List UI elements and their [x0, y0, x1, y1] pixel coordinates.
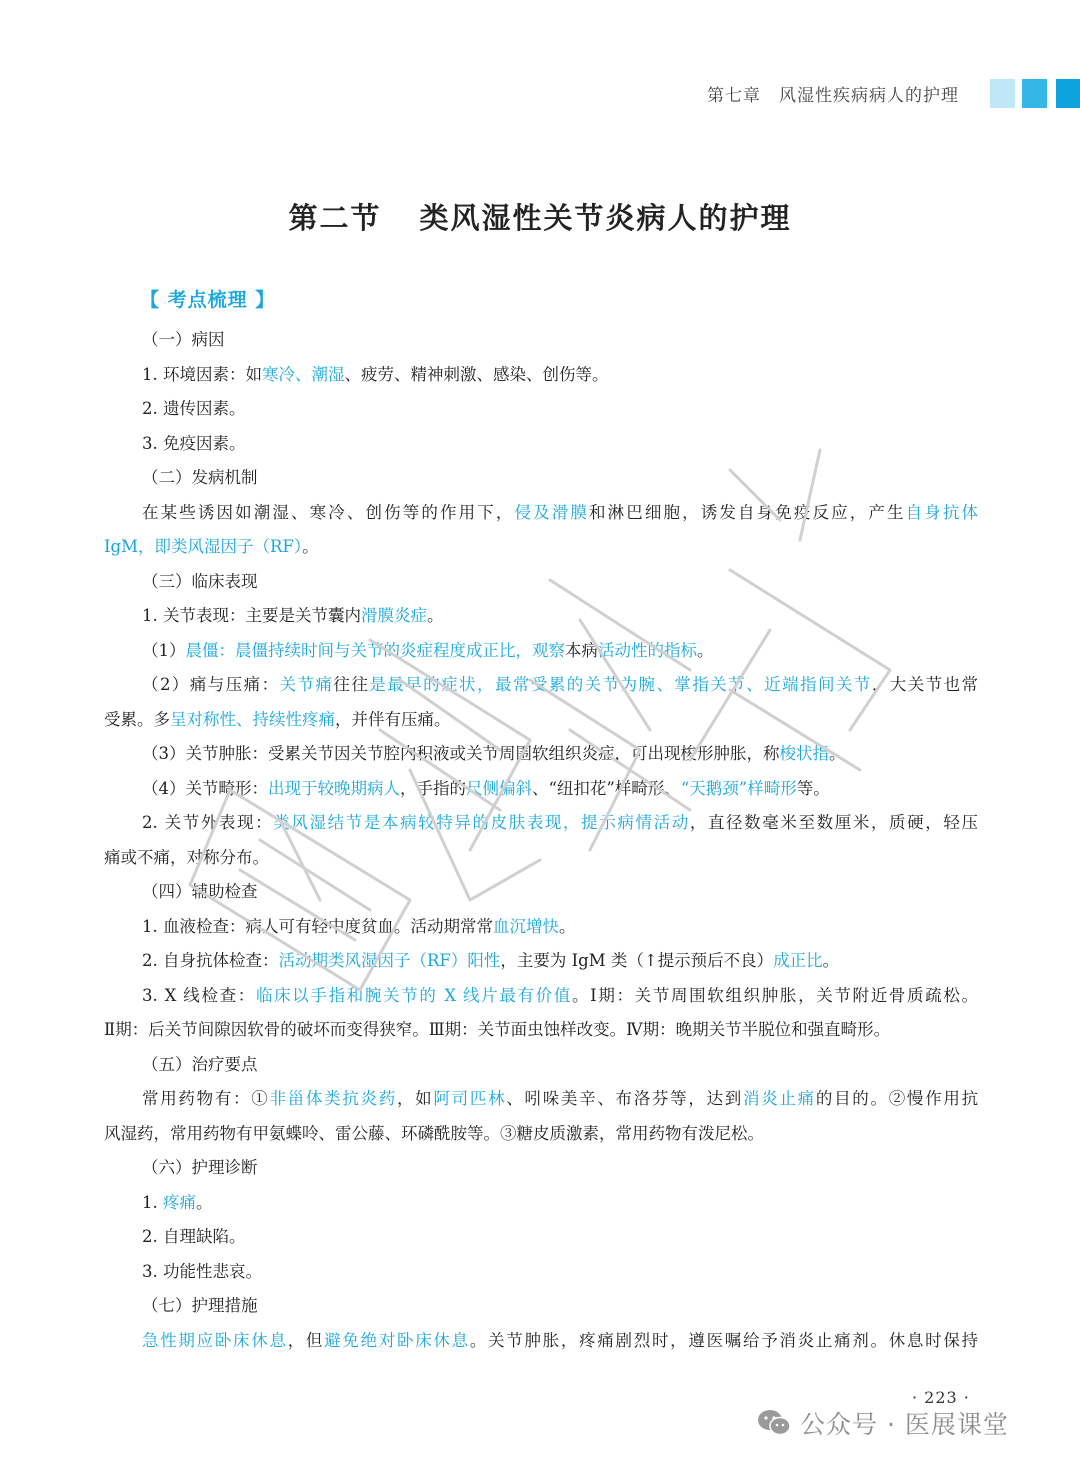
text-line [104, 565, 978, 600]
text-line [104, 427, 978, 462]
body-text-segment: ，但 [287, 1330, 325, 1350]
highlight-text: 阿司匹林 [433, 1089, 507, 1108]
highlight-text: 临床以手指和腕关节的 X 线片最有价值 [255, 985, 573, 1005]
text-line [104, 737, 978, 772]
body-text-segment: 的目的。②慢作用抗 [815, 1089, 978, 1108]
highlight-text: 活动期类风湿因子（RF）阳性 [278, 951, 501, 970]
highlight-text: 自身抗体 [905, 502, 978, 522]
body-text-segment: 。 [829, 744, 846, 763]
body-text-segment: 。关节肿胀，疼痛剧烈时，遵医嘱给予消炎止痛剂。休息时保持 [469, 1330, 978, 1350]
section-heading: 类风湿性关节炎病人的护理 [419, 201, 792, 235]
body-text-segment: 1. 血液检查：病人可有轻中度贫血。活动期常常 [142, 916, 493, 936]
text-line [104, 496, 978, 531]
text-line [104, 703, 978, 738]
body-text-segment: 常用药物有：① [142, 1089, 270, 1108]
body-text-segment: 2. 遗传因素。 [142, 399, 246, 418]
text-line [104, 358, 978, 393]
highlight-text: 关节痛 [279, 675, 334, 694]
highlight-text: 血沉增快 [493, 916, 559, 936]
highlight-text: IgM，即类风湿因子（RF） [104, 537, 303, 556]
body-text-segment: （七）护理措施 [142, 1296, 258, 1315]
body-text-segment: （2）痛与压痛： [142, 675, 280, 694]
text-line [104, 772, 978, 807]
text-line [104, 599, 978, 634]
body-text-segment: 受累。多 [104, 709, 170, 729]
text-line [104, 461, 978, 496]
text-line [104, 1324, 978, 1359]
body-text-segment: 。 [302, 537, 319, 556]
body-text-segment: 。 [697, 640, 714, 660]
highlight-text: 成正比 [773, 951, 823, 970]
header-square-mid [1022, 79, 1047, 108]
header-square-dark [1056, 79, 1080, 108]
body-text-segment: 。 [559, 916, 576, 936]
text-line [104, 1117, 978, 1152]
highlight-text: 出现于较晚期病人 [268, 778, 400, 798]
body-text-segment: 3. 免疫因素。 [142, 433, 246, 453]
section-title [0, 196, 1080, 237]
text-line [104, 1255, 978, 1290]
body-text-segment: 3. 功能性悲哀。 [142, 1261, 262, 1281]
text-line [104, 979, 978, 1014]
highlight-text: 类风湿结节是本病较特异的皮肤表现，提示病情活动 [273, 813, 690, 832]
highlight-text: 滑膜炎症 [361, 606, 427, 625]
text-line [104, 392, 978, 427]
body-text-segment: Ⅱ期：后关节间隙因软骨的破坏而变得狭窄。Ⅲ期：关节面虫蚀样改变。Ⅳ期：晚期关节半脱位和强直畸形。 [104, 1020, 891, 1039]
highlight-text: 急性期应卧床休息 [142, 1330, 288, 1350]
text-line [104, 806, 978, 841]
text-line [104, 1151, 978, 1186]
body-text-segment: （4）关节畸形： [142, 778, 268, 798]
footer-account [756, 1405, 1009, 1441]
text-line [104, 323, 978, 358]
body-text-segment: ，手指的 [400, 778, 466, 798]
text-line [104, 634, 978, 669]
text-line [104, 1013, 978, 1048]
body-text-segment: （3）关节肿胀：受累关节因关节腔内积液或关节周围软组织炎症，可出现梭形肿胀，称 [142, 744, 780, 763]
text-line [104, 668, 978, 703]
body-text-segment: 2. 关节外表现： [142, 813, 274, 832]
body-text-segment: 。Ⅰ期：关节周围软组织肿胀，关节附近骨质疏松。 [572, 985, 978, 1005]
body-text-segment: （二）发病机制 [142, 468, 258, 487]
highlight-text: “天鹅颈”样畸形 [680, 778, 797, 798]
body-text-segment: （六）护理诊断 [142, 1158, 258, 1177]
body-text-segment: 。 [822, 951, 840, 970]
highlight-text: 非甾体类抗炎药 [269, 1089, 397, 1108]
body-text-segment: （五）治疗要点 [142, 1054, 258, 1074]
header-square-light [990, 79, 1015, 108]
body-text-segment: 3. X 线检查： [142, 985, 256, 1005]
key-points-label: 【 考点梳理 】 [140, 289, 276, 311]
body-text-segment: ，大关节也常 [871, 675, 978, 694]
text-line [104, 530, 978, 565]
highlight-text: 尺侧偏斜 [466, 778, 532, 798]
body-text-segment: 往往 [333, 675, 370, 694]
highlight-text: 是最早的症状，最常受累的关节为腕、掌指关节、近端指间关节 [369, 675, 872, 694]
highlight-text: 晨僵：晨僵持续时间与关节的炎症程度成正比，观察 [185, 640, 565, 660]
body-text-segment: （四）辅助检查 [142, 882, 258, 901]
highlight-text: 寒冷、潮湿 [262, 364, 345, 384]
running-header [707, 78, 1080, 108]
body-text-segment: （三）临床表现 [142, 571, 258, 591]
text-line [104, 944, 978, 979]
body-text-segment: 1. 环境因素：如 [142, 364, 262, 384]
wechat-icon [756, 1408, 792, 1438]
section-number: 第二节 [288, 201, 382, 235]
body-text-segment: （1） [142, 640, 186, 660]
text-line [104, 1082, 978, 1117]
body-text [104, 323, 978, 1358]
body-text-segment: 、吲哚美辛、布洛芬等，达到 [506, 1089, 744, 1108]
body-text-segment: 2. 自理缺陷。 [142, 1227, 246, 1246]
body-text-segment: 本病 [565, 640, 598, 660]
body-text-segment: ，如 [396, 1089, 434, 1108]
highlight-text: 疼痛 [163, 1192, 196, 1212]
body-text-segment: ，直径数毫米至数厘米，质硬，轻压 [689, 813, 978, 832]
text-line [104, 1048, 978, 1083]
text-line [104, 1289, 978, 1324]
body-text-segment: （一）病因 [142, 330, 225, 349]
page-number: · 223 · [912, 1388, 970, 1407]
text-line [104, 1220, 978, 1255]
body-text-segment: 。 [427, 606, 444, 625]
body-text-segment: 等。 [796, 778, 830, 798]
body-text-segment: 、疲劳、精神刺激、感染、创伤等。 [344, 364, 609, 384]
text-line [104, 875, 978, 910]
highlight-text: 呈对称性、持续性疼痛 [170, 709, 335, 729]
body-text-segment: 风湿药，常用药物有甲氨蝶呤、雷公藤、环磷酰胺等。③糖皮质激素，常用药物有泼尼松。 [104, 1123, 764, 1143]
body-text-segment: 1. 关节表现：主要是关节囊内 [142, 606, 361, 625]
text-line [104, 841, 978, 876]
body-text-segment: 1. [142, 1192, 163, 1212]
highlight-text: 梭状指 [779, 744, 829, 763]
body-text-segment: 在某些诱因如潮湿、寒冷、创伤等的作用下， [142, 502, 515, 522]
body-text-segment: ，主要为 IgM 类（↑提示预后不良） [500, 951, 774, 970]
text-line [104, 910, 978, 945]
body-text-segment: 2. 自身抗体检查： [142, 951, 279, 970]
body-text-segment: 。 [196, 1192, 213, 1212]
highlight-text: 避免绝对卧床休息 [324, 1330, 470, 1350]
highlight-text: 侵及滑膜 [514, 502, 589, 522]
highlight-text: 活动性的指标 [598, 640, 697, 660]
body-text-segment: 和淋巴细胞，诱发自身免疫反应，产生 [589, 502, 906, 522]
body-text-segment: 痛或不痛，对称分布。 [104, 847, 269, 867]
chapter-title: 第七章 风湿性疾病病人的护理 [707, 85, 959, 106]
text-line [104, 1186, 978, 1221]
body-text-segment: ，并伴有压痛。 [335, 709, 451, 729]
highlight-text: 消炎止痛 [743, 1089, 816, 1108]
body-text-segment: 、“纽扣花”样畸形、 [532, 778, 681, 798]
footer-text: 公众号 · 医展课堂 [800, 1410, 1009, 1439]
